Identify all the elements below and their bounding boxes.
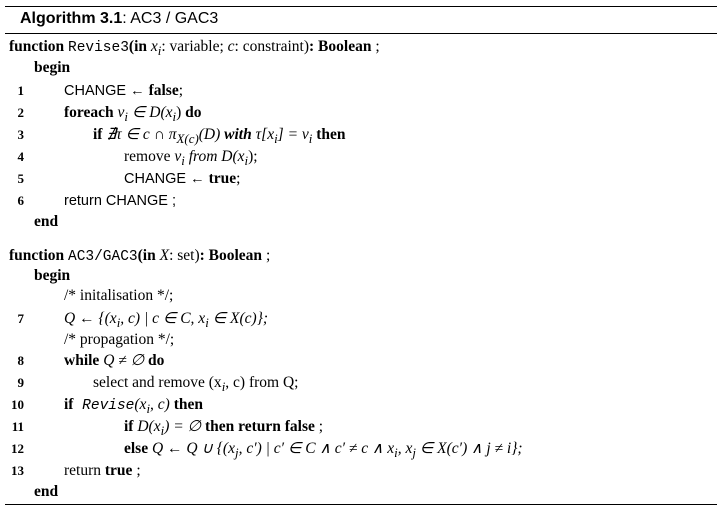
begin-keyword: begin	[34, 59, 71, 76]
bottom-rule	[5, 504, 717, 505]
function-name: Revise3	[68, 40, 129, 56]
ac3-signature: function AC3/GAC3(in X: set): Boolean ;	[9, 247, 271, 265]
function-name: AC3/GAC3	[68, 249, 138, 265]
header-rule	[5, 33, 717, 34]
comment: /* initalisation */;	[64, 287, 174, 304]
algorithm-label: Algorithm 3.1	[20, 10, 123, 27]
begin-keyword: begin	[34, 267, 71, 284]
comment: /* propagation */;	[64, 331, 175, 348]
algorithm-title: : AC3 / GAC3	[122, 10, 219, 27]
revise-signature: function Revise3(in $x_i$: variable; c: constraint): Boolean ;	[9, 38, 380, 59]
algorithm-header	[20, 8, 218, 30]
end-keyword: end	[34, 213, 59, 230]
end-keyword: end	[34, 483, 59, 500]
top-rule	[5, 6, 717, 7]
